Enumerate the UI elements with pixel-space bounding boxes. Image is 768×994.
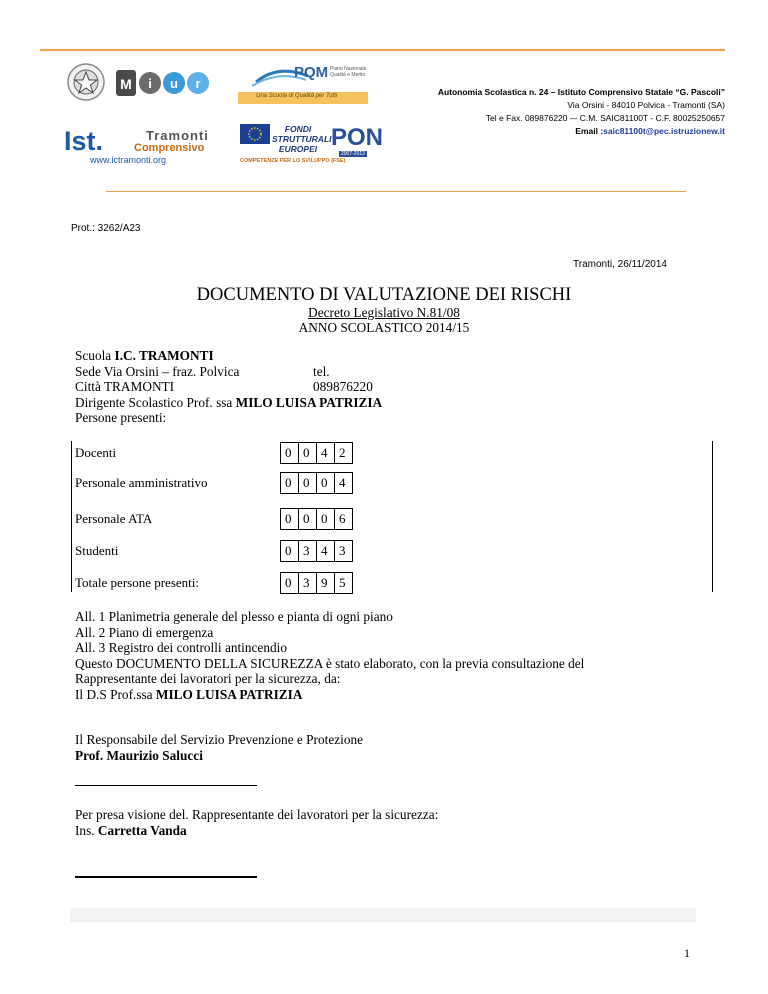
digit-cell: 4 [334, 473, 352, 493]
header-address [438, 86, 725, 138]
digit-cell: 5 [334, 573, 352, 593]
people-present-label: Persone presenti: [75, 410, 167, 425]
pqm-slogan: Una Scuola di Qualità per Tutti [256, 93, 338, 99]
pon-text: PON [331, 124, 384, 151]
school-head-name: MILO LUISA PATRIZIA [235, 394, 383, 410]
header-contacts-line: Tel e Fax. 089876220 –- C.M. SAIC81100T - C.F. 80025250657 [485, 113, 725, 123]
people-row-digits [280, 508, 353, 530]
eu-flag-icon [240, 124, 270, 148]
school-sede: Sede Via Orsini – fraz. Polvica [75, 363, 240, 379]
email-value[interactable]: saic81100t@pec.istruzionew.it [603, 126, 725, 136]
pqm-tagline: Piano Nazionale Qualità e Merito [330, 66, 367, 78]
svg-text:M: M [120, 76, 132, 92]
people-row-digits [280, 442, 353, 464]
attachments-section [75, 609, 584, 702]
school-head-line [75, 395, 382, 411]
ist-name-tramonti: Tramonti [146, 128, 209, 143]
ds-label: Il D.S Prof.ssa [75, 686, 156, 702]
rls-name: Carretta Vanda [97, 822, 187, 838]
digit-cell: 6 [334, 509, 352, 529]
pon-years: 2007-2013 [341, 151, 365, 157]
header-email-line [438, 125, 725, 138]
istituto-logo [64, 124, 210, 158]
pqm-text: PQM [294, 64, 329, 81]
people-row-label: Personale amministrativo [75, 475, 208, 490]
digit-cell: 3 [298, 573, 316, 593]
svg-text:i: i [148, 76, 152, 91]
security-note-2: Rappresentante dei lavoratori per la sicurezza, da: [75, 671, 341, 686]
signature-line-rspp [75, 785, 257, 786]
digit-cell: 0 [316, 473, 334, 493]
school-name-line [75, 348, 382, 364]
rls-section [75, 807, 438, 838]
competenze-text: COMPETENZE PER LO SVILUPPO (FSE) [240, 158, 346, 164]
header-top-rule [40, 49, 725, 51]
digit-cell: 4 [316, 541, 334, 561]
people-row-digits [280, 540, 353, 562]
digit-cell: 0 [298, 443, 316, 463]
attachment-2: All. 2 Piano di emergenza [75, 624, 214, 640]
svg-text:u: u [170, 76, 178, 91]
fondi-strutturali-text: FONDI STRUTTURALI EUROPEI [272, 124, 332, 154]
school-year-subtitle: ANNO SCOLASTICO 2014/15 [298, 320, 470, 335]
people-row-label: Studenti [75, 543, 119, 558]
svg-text:r: r [195, 76, 201, 91]
people-row-label: Personale ATA [75, 511, 153, 526]
digit-cell: 0 [280, 443, 298, 463]
rls-name-prefix: Ins. [75, 822, 98, 838]
school-city: Città TRAMONTI [75, 379, 175, 394]
digit-cell: 0 [280, 573, 298, 593]
protocol-number: Prot.: 3262/A23 [71, 223, 141, 234]
digit-cell: 0 [316, 509, 334, 529]
digit-cell: 2 [334, 443, 352, 463]
digit-cell: 0 [280, 541, 298, 561]
people-row-digits [280, 572, 353, 594]
document-title: DOCUMENTO DI VALUTAZIONE DEI RISCHI [196, 285, 572, 305]
ist-name-comprensivo: Comprensivo [134, 142, 205, 154]
header-divider [106, 191, 686, 192]
digit-cell: 0 [298, 473, 316, 493]
digit-cell: 0 [280, 509, 298, 529]
school-name: I.C. TRAMONTI [114, 348, 214, 363]
people-row-label: Totale persone presenti: [75, 575, 199, 590]
rls-name-line [75, 823, 438, 839]
digit-cell: 3 [298, 541, 316, 561]
header-address-line: Via Orsini - 84010 Polvica - Tramonti (SA) [567, 100, 725, 110]
digit-cell: 9 [316, 573, 334, 593]
ist-text: Ist. [64, 126, 104, 156]
table-left-border [71, 441, 72, 592]
website-link[interactable]: www.ictramonti.org [90, 155, 167, 165]
digit-cell: 3 [334, 541, 352, 561]
document-date: Tramonti, 26/11/2014 [573, 259, 667, 270]
attachment-1: All. 1 Planimetria generale del plesso e pianta di ogni piano [75, 609, 393, 624]
school-label: Scuola [75, 348, 115, 363]
ds-name: MILO LUISA PATRIZIA [155, 686, 303, 702]
security-note-1: Questo DOCUMENTO DELLA SICUREZZA è stato elaborato, con la previa consultazione del [75, 655, 585, 671]
table-right-border [712, 441, 713, 592]
footer-band [70, 908, 696, 922]
rspp-section [75, 732, 363, 763]
ds-line [75, 687, 584, 703]
digit-cell: 0 [280, 473, 298, 493]
rspp-label: Il Responsabile del Servizio Prevenzione e Protezione [75, 732, 364, 747]
rls-label: Per presa visione del. Rappresentante dei lavoratori per la sicurezza: [75, 807, 439, 822]
rspp-name: Prof. Maurizio Salucci [75, 747, 203, 763]
attachment-3: All. 3 Registro dei controlli antincendio [75, 640, 287, 655]
people-row-digits [280, 472, 353, 494]
school-info [75, 348, 382, 426]
miur-logo [114, 66, 212, 100]
school-tel: tel. 089876220 [313, 363, 373, 394]
decree-subtitle: Decreto Legislativo N.81/08 [308, 305, 460, 320]
digit-cell: 4 [316, 443, 334, 463]
school-head-label: Dirigente Scolastico Prof. ssa [75, 394, 236, 410]
italian-republic-emblem-icon [66, 62, 106, 102]
email-label: Email : [575, 126, 604, 136]
page-number: 1 [684, 946, 690, 960]
signature-line-rls [75, 876, 257, 878]
people-row-label: Docenti [75, 445, 117, 460]
header-school-line: Autonomia Scolastica n. 24 – Istituto Comprensivo Statale “G. Pascoli” [437, 87, 725, 97]
digit-cell: 0 [298, 509, 316, 529]
